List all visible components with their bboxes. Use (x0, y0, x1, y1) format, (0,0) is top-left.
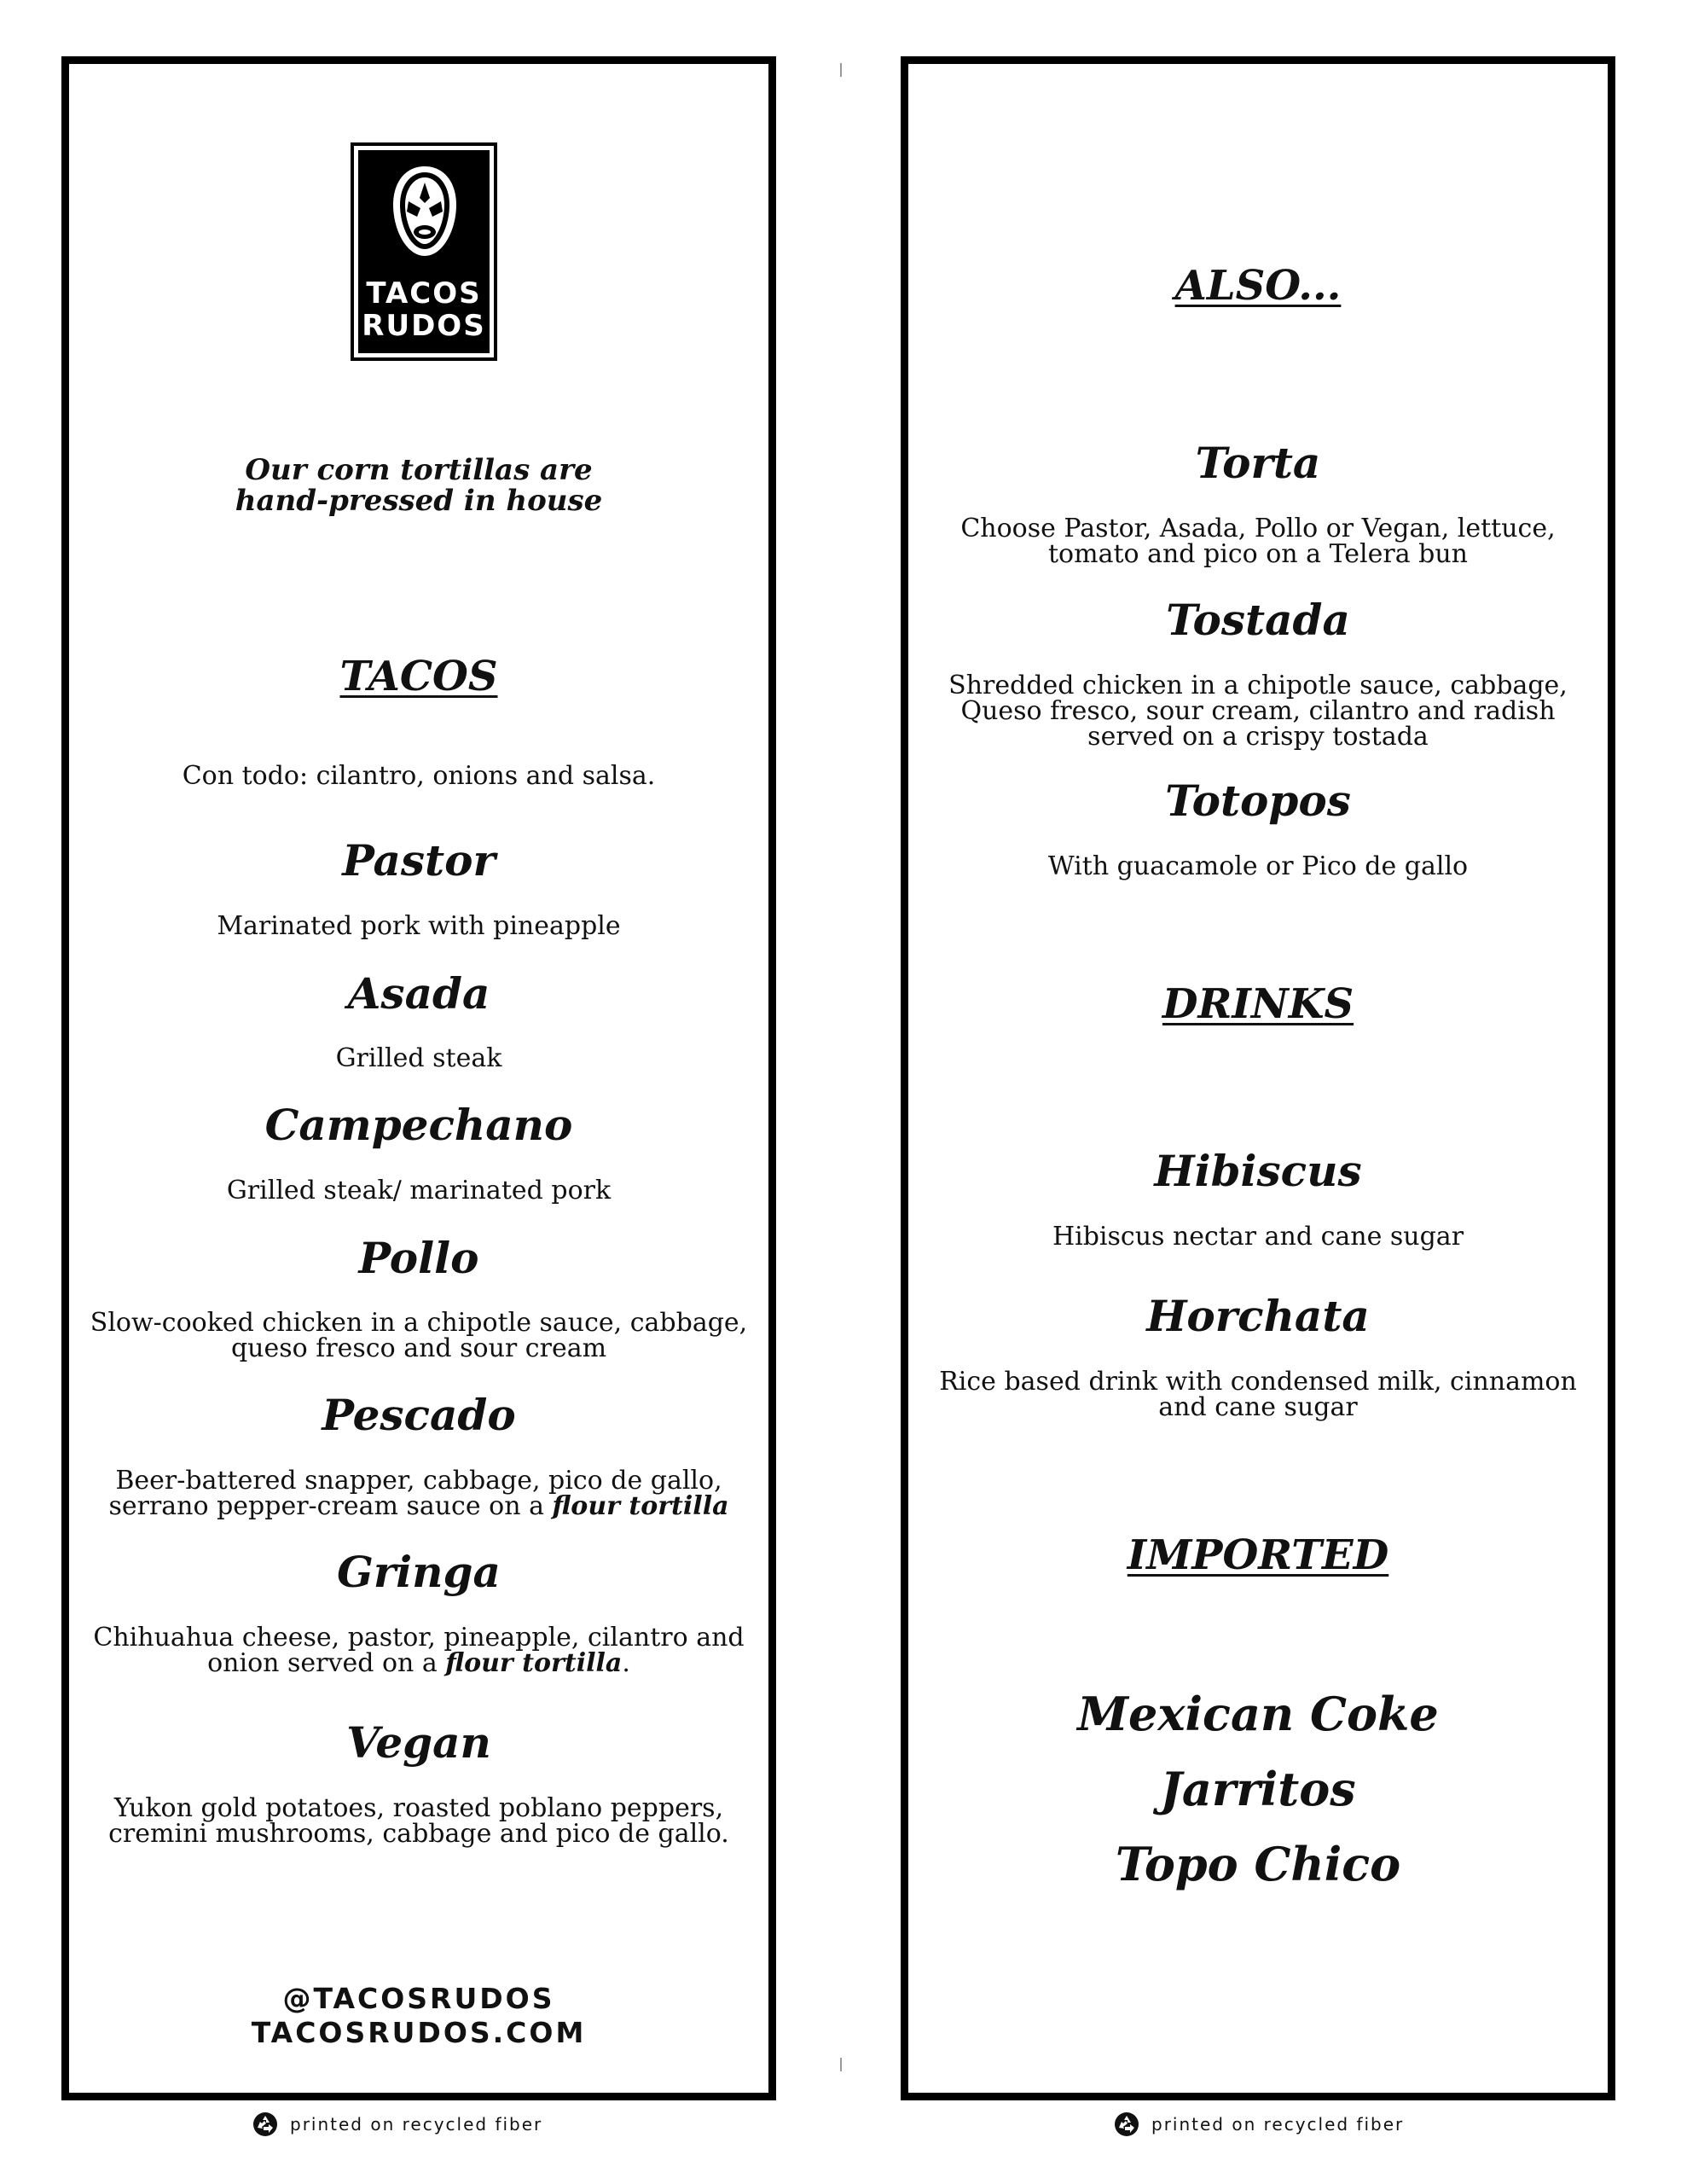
recycled-note-left (252, 2111, 542, 2138)
taco-name-vegan: Vegan (346, 1717, 491, 1768)
desc-line: Hibiscus nectar and cane sugar (1052, 1222, 1464, 1252)
logo-text-line1: TACOS (366, 276, 482, 311)
taco-name-pastor: Pastor (342, 835, 496, 886)
flour-tortilla-emphasis: flour tortilla (552, 1491, 729, 1521)
tagline (69, 455, 768, 516)
desc-line: Rice based drink with condensed milk, cinnamon (939, 1367, 1577, 1397)
recycled-note-right (1114, 2111, 1404, 2138)
also-name-tostada: Tostada (1166, 595, 1350, 645)
drink-name-horchata: Horchata (1146, 1291, 1370, 1341)
taco-desc-asada (69, 1043, 768, 1073)
luchador-mask-icon (388, 164, 461, 259)
also-name-torta: Torta (1195, 438, 1321, 488)
imported-item-topo-chico: Topo Chico (1115, 1837, 1401, 1891)
also-desc-torta (908, 516, 1608, 567)
desc-line: Chihuahua cheese, pastor, pineapple, cilantro and (93, 1623, 745, 1653)
desc-line: With guacamole or Pico de gallo (1047, 851, 1469, 881)
desc-line: Grilled steak (335, 1043, 502, 1073)
desc-line: Queso fresco, sour cream, cilantro and radish (960, 696, 1556, 726)
tagline-line1: Our corn tortillas are (245, 453, 593, 487)
drink-desc-hibiscus (908, 1224, 1608, 1250)
desc-line: tomato and pico on a Telera bun (1048, 539, 1468, 569)
imported-item-mexican-coke: Mexican Coke (1077, 1687, 1439, 1741)
desc-line: Yukon gold potatoes, roasted poblano peppers, (113, 1793, 724, 1823)
taco-desc-pastor (69, 911, 768, 941)
also-name-totopos: Totopos (1165, 775, 1351, 826)
taco-name-asada: Asada (347, 968, 490, 1019)
drinks-heading: DRINKS (1162, 980, 1354, 1028)
desc-line: Marinated pork with pineapple (217, 911, 621, 941)
taco-name-pollo: Pollo (358, 1233, 479, 1283)
taco-name-pescado: Pescado (322, 1390, 516, 1440)
desc-text: . (622, 1648, 630, 1678)
taco-desc-pescado (69, 1468, 768, 1519)
fold-mark-bottom (840, 2058, 842, 2071)
recycled-text: printed on recycled fiber (290, 2114, 543, 2135)
desc-line: served on a crispy tostada (1087, 722, 1429, 752)
tacos-intro: Con todo: cilantro, onions and salsa. (182, 761, 656, 791)
taco-desc-gringa (69, 1625, 768, 1676)
tacos-rudos-logo (351, 142, 497, 361)
tagline-line2: hand-pressed in house (235, 484, 603, 518)
desc-line: cremini mushrooms, cabbage and pico de gallo. (108, 1819, 729, 1849)
menu-panel-right (901, 56, 1615, 2100)
flour-tortilla-emphasis: flour tortilla (445, 1648, 623, 1678)
recycle-icon (1114, 2111, 1139, 2137)
taco-name-campechano: Campechano (264, 1100, 573, 1150)
recycled-text: printed on recycled fiber (1151, 2114, 1405, 2135)
desc-text: serrano pepper-cream sauce on a (108, 1491, 553, 1521)
menu-panel-left (61, 56, 776, 2100)
desc-line: queso fresco and sour cream (230, 1333, 607, 1363)
desc-line: and cane sugar (1158, 1392, 1358, 1422)
footer-handle: @TACOSRUDOS (282, 1982, 555, 2015)
desc-line: Grilled steak/ marinated pork (226, 1176, 612, 1205)
taco-name-gringa: Gringa (337, 1547, 501, 1597)
also-heading: ALSO... (1174, 262, 1342, 310)
taco-desc-campechano (69, 1178, 768, 1204)
also-desc-tostada (908, 673, 1608, 750)
desc-line: Choose Pastor, Asada, Pollo or Vegan, lettuce, (960, 514, 1556, 543)
taco-desc-vegan (69, 1793, 768, 1849)
recycle-icon (252, 2111, 278, 2137)
also-desc-totopos (908, 851, 1608, 881)
desc-line: Slow-cooked chicken in a chipotle sauce, cabbage, (90, 1308, 748, 1338)
desc-text: onion served on a (207, 1648, 446, 1678)
desc-line: Shredded chicken in a chipotle sauce, cabbage, (948, 671, 1568, 700)
desc-line: Beer-battered snapper, cabbage, pico de gallo, (115, 1466, 722, 1496)
imported-heading: IMPORTED (1127, 1531, 1389, 1579)
taco-desc-pollo (69, 1310, 768, 1362)
drink-desc-horchata (908, 1369, 1608, 1420)
tacos-heading: TACOS (339, 653, 498, 700)
footer-website: TACOSRUDOS.COM (251, 2016, 587, 2049)
drink-name-hibiscus: Hibiscus (1154, 1146, 1362, 1196)
imported-item-jarritos: Jarritos (1160, 1762, 1356, 1816)
fold-mark-top (840, 63, 842, 77)
logo-text-line2: RUDOS (362, 309, 486, 343)
desc-line (69, 1491, 768, 1521)
desc-line (69, 1648, 768, 1678)
